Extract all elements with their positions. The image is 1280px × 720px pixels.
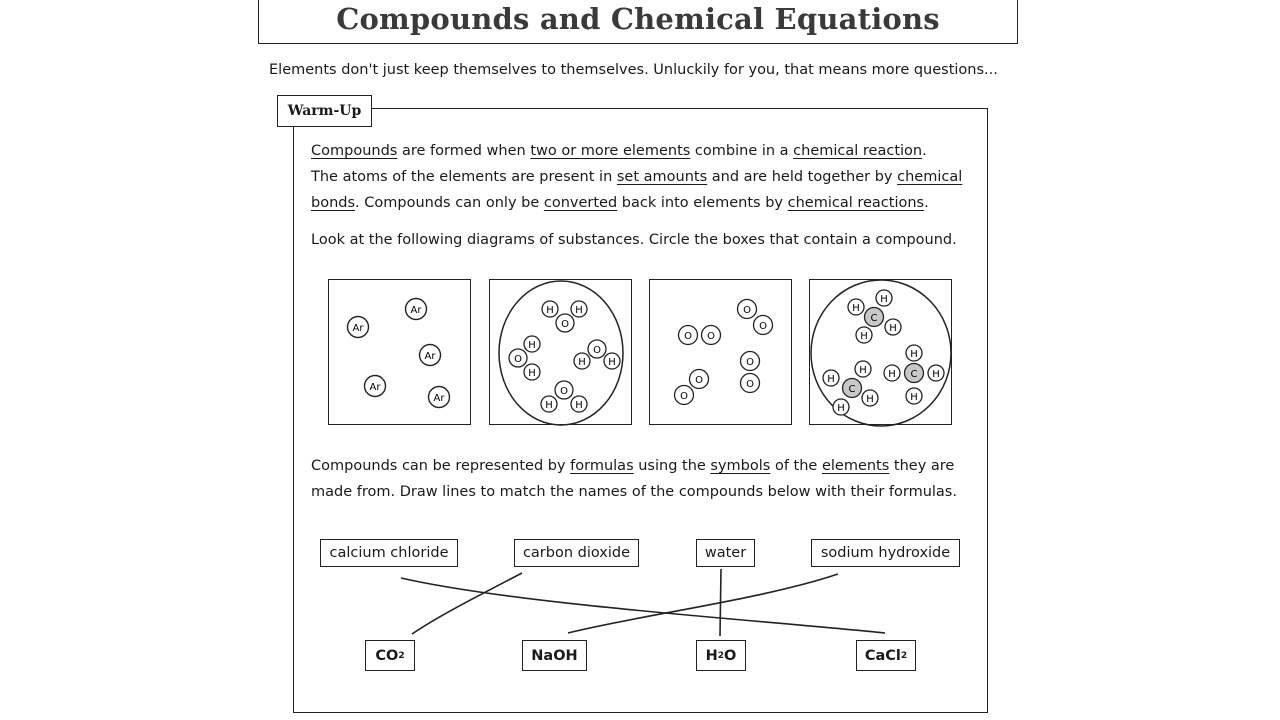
term: converted: [543, 195, 618, 211]
text-run: .: [922, 143, 927, 159]
svg-text:Ar: Ar: [410, 305, 422, 316]
formula-h2o[interactable]: [696, 640, 746, 671]
atom-oxygen: [675, 386, 694, 405]
matching-instructions: [311, 453, 981, 505]
svg-text:H: H: [910, 392, 918, 403]
formula-text: NaOH: [531, 647, 578, 664]
title-box: [258, 0, 1018, 44]
atom-hydrogen: [848, 299, 864, 315]
substance-box-oxygen[interactable]: [649, 279, 792, 425]
atom-oxygen: [556, 314, 574, 332]
atom-hydrogen: [862, 390, 878, 406]
svg-text:Ar: Ar: [424, 351, 436, 362]
svg-text:O: O: [759, 321, 767, 332]
compound-name-calcium-chloride[interactable]: calcium chloride: [320, 539, 458, 567]
intro-text: Elements don't just keep themselves to themselves. Unluckily for you, that means more questions...: [269, 62, 998, 78]
atom-oxygen: [509, 349, 527, 367]
atom-argon: [348, 317, 369, 338]
term: set amounts: [616, 169, 708, 185]
svg-text:O: O: [560, 386, 568, 397]
text-run: of the: [770, 458, 822, 474]
atom-oxygen: [555, 381, 573, 399]
atom-oxygen: [741, 374, 760, 393]
substance-box-water[interactable]: [489, 279, 632, 425]
atom-argon: [420, 345, 441, 366]
svg-text:Ar: Ar: [433, 393, 445, 404]
atom-carbon: [843, 379, 862, 398]
text-run: using the: [633, 458, 711, 474]
svg-text:H: H: [827, 374, 835, 385]
atom-hydrogen: [906, 388, 922, 404]
svg-text:O: O: [680, 391, 688, 402]
svg-text:O: O: [707, 331, 715, 342]
svg-text:H: H: [889, 323, 897, 334]
svg-text:Ar: Ar: [352, 323, 364, 334]
term: chemical reaction: [793, 143, 923, 159]
atom-argon: [406, 299, 427, 320]
substance-box-argon[interactable]: [328, 279, 471, 425]
box-methane-drawing: [810, 280, 953, 426]
box-argon-drawing: [329, 280, 472, 426]
svg-text:H: H: [860, 331, 868, 342]
atom-hydrogen: [604, 353, 620, 369]
formula-cacl2[interactable]: [856, 640, 916, 671]
svg-text:C: C: [870, 313, 878, 324]
atom-hydrogen: [571, 301, 587, 317]
formula-text: CO: [375, 647, 399, 664]
atom-hydrogen: [524, 364, 540, 380]
svg-text:O: O: [561, 319, 569, 330]
atom-hydrogen: [833, 399, 849, 415]
text-run: made from. Draw lines to match the names of the compounds below with their formulas.: [311, 484, 957, 500]
svg-text:O: O: [743, 305, 751, 316]
atom-hydrogen: [855, 361, 871, 377]
atom-oxygen: [738, 300, 757, 319]
atom-hydrogen: [856, 327, 872, 343]
atom-hydrogen: [542, 301, 558, 317]
svg-text:O: O: [746, 357, 754, 368]
atom-hydrogen: [884, 365, 900, 381]
svg-text:H: H: [528, 368, 536, 379]
compounds-definition: [311, 138, 981, 216]
term: elements: [821, 458, 890, 474]
text-run: . Compounds can only be: [355, 195, 544, 211]
atom-hydrogen: [574, 353, 590, 369]
atom-oxygen: [679, 326, 698, 345]
svg-text:Ar: Ar: [369, 382, 381, 393]
svg-text:H: H: [608, 357, 616, 368]
svg-text:H: H: [859, 365, 867, 376]
formula-text: H: [705, 647, 718, 664]
term: symbols: [710, 458, 771, 474]
svg-text:H: H: [888, 369, 896, 380]
atom-hydrogen: [541, 396, 557, 412]
formula-text: O: [724, 647, 737, 664]
compound-name-sodium-hydroxide[interactable]: sodium hydroxide: [811, 539, 960, 567]
compound-name-water[interactable]: water: [696, 539, 755, 567]
svg-text:H: H: [837, 403, 845, 414]
term: formulas: [570, 458, 634, 474]
term: chemical reactions: [787, 195, 925, 211]
atom-hydrogen: [876, 290, 892, 306]
formula-subscript: 2: [398, 650, 405, 661]
atom-carbon: [865, 308, 884, 327]
box-oxygen-drawing: [650, 280, 793, 426]
atom-oxygen: [702, 326, 721, 345]
term: Compounds: [311, 143, 398, 159]
svg-text:H: H: [546, 305, 554, 316]
formula-text: CaCl: [864, 647, 901, 664]
term: two or more elements: [530, 143, 691, 159]
svg-text:H: H: [575, 400, 583, 411]
atom-hydrogen: [571, 396, 587, 412]
svg-text:H: H: [866, 394, 874, 405]
svg-text:O: O: [684, 331, 692, 342]
text-run: and are held together by: [707, 169, 898, 185]
atom-hydrogen: [928, 365, 944, 381]
text-run: they are: [889, 458, 955, 474]
atom-hydrogen: [524, 336, 540, 352]
atom-hydrogen: [823, 370, 839, 386]
svg-text:O: O: [695, 375, 703, 386]
text-run: The atoms of the elements are present in: [311, 169, 617, 185]
svg-text:O: O: [593, 345, 601, 356]
atom-oxygen: [754, 316, 773, 335]
atom-hydrogen: [906, 345, 922, 361]
svg-text:H: H: [852, 303, 860, 314]
term: chemical bonds: [311, 169, 963, 211]
formula-co2[interactable]: [365, 640, 415, 671]
atom-oxygen: [741, 352, 760, 371]
atom-argon: [365, 376, 386, 397]
svg-text:H: H: [578, 357, 586, 368]
svg-text:H: H: [545, 400, 553, 411]
text-run: Compounds can be represented by: [311, 458, 571, 474]
substance-box-methane[interactable]: [809, 279, 952, 425]
warmup-label: Warm-Up: [277, 95, 372, 127]
formula-subscript: 2: [717, 650, 725, 661]
box-water-drawing: [490, 280, 633, 426]
svg-text:O: O: [514, 354, 522, 365]
atom-oxygen: [690, 370, 709, 389]
text-run: combine in a: [690, 143, 794, 159]
formula-subscript: 2: [900, 650, 908, 661]
atom-argon: [429, 387, 450, 408]
formula-naoh[interactable]: [522, 640, 587, 671]
atom-hydrogen: [885, 319, 901, 335]
svg-text:H: H: [910, 349, 918, 360]
svg-text:H: H: [880, 294, 888, 305]
svg-text:H: H: [528, 340, 536, 351]
text-run: back into elements by: [617, 195, 788, 211]
atom-carbon: [905, 364, 924, 383]
page-title: Compounds and Chemical Equations: [336, 1, 940, 36]
svg-text:H: H: [932, 369, 940, 380]
text-run: .: [924, 195, 929, 211]
svg-text:O: O: [746, 379, 754, 390]
text-run: are formed when: [397, 143, 531, 159]
diagram-instructions: Look at the following diagrams of substances. Circle the boxes that contain a compound.: [311, 232, 957, 248]
svg-text:H: H: [575, 305, 583, 316]
compound-name-carbon-dioxide[interactable]: carbon dioxide: [514, 539, 639, 567]
svg-text:C: C: [910, 369, 918, 380]
atom-oxygen: [588, 340, 606, 358]
svg-text:C: C: [848, 384, 856, 395]
